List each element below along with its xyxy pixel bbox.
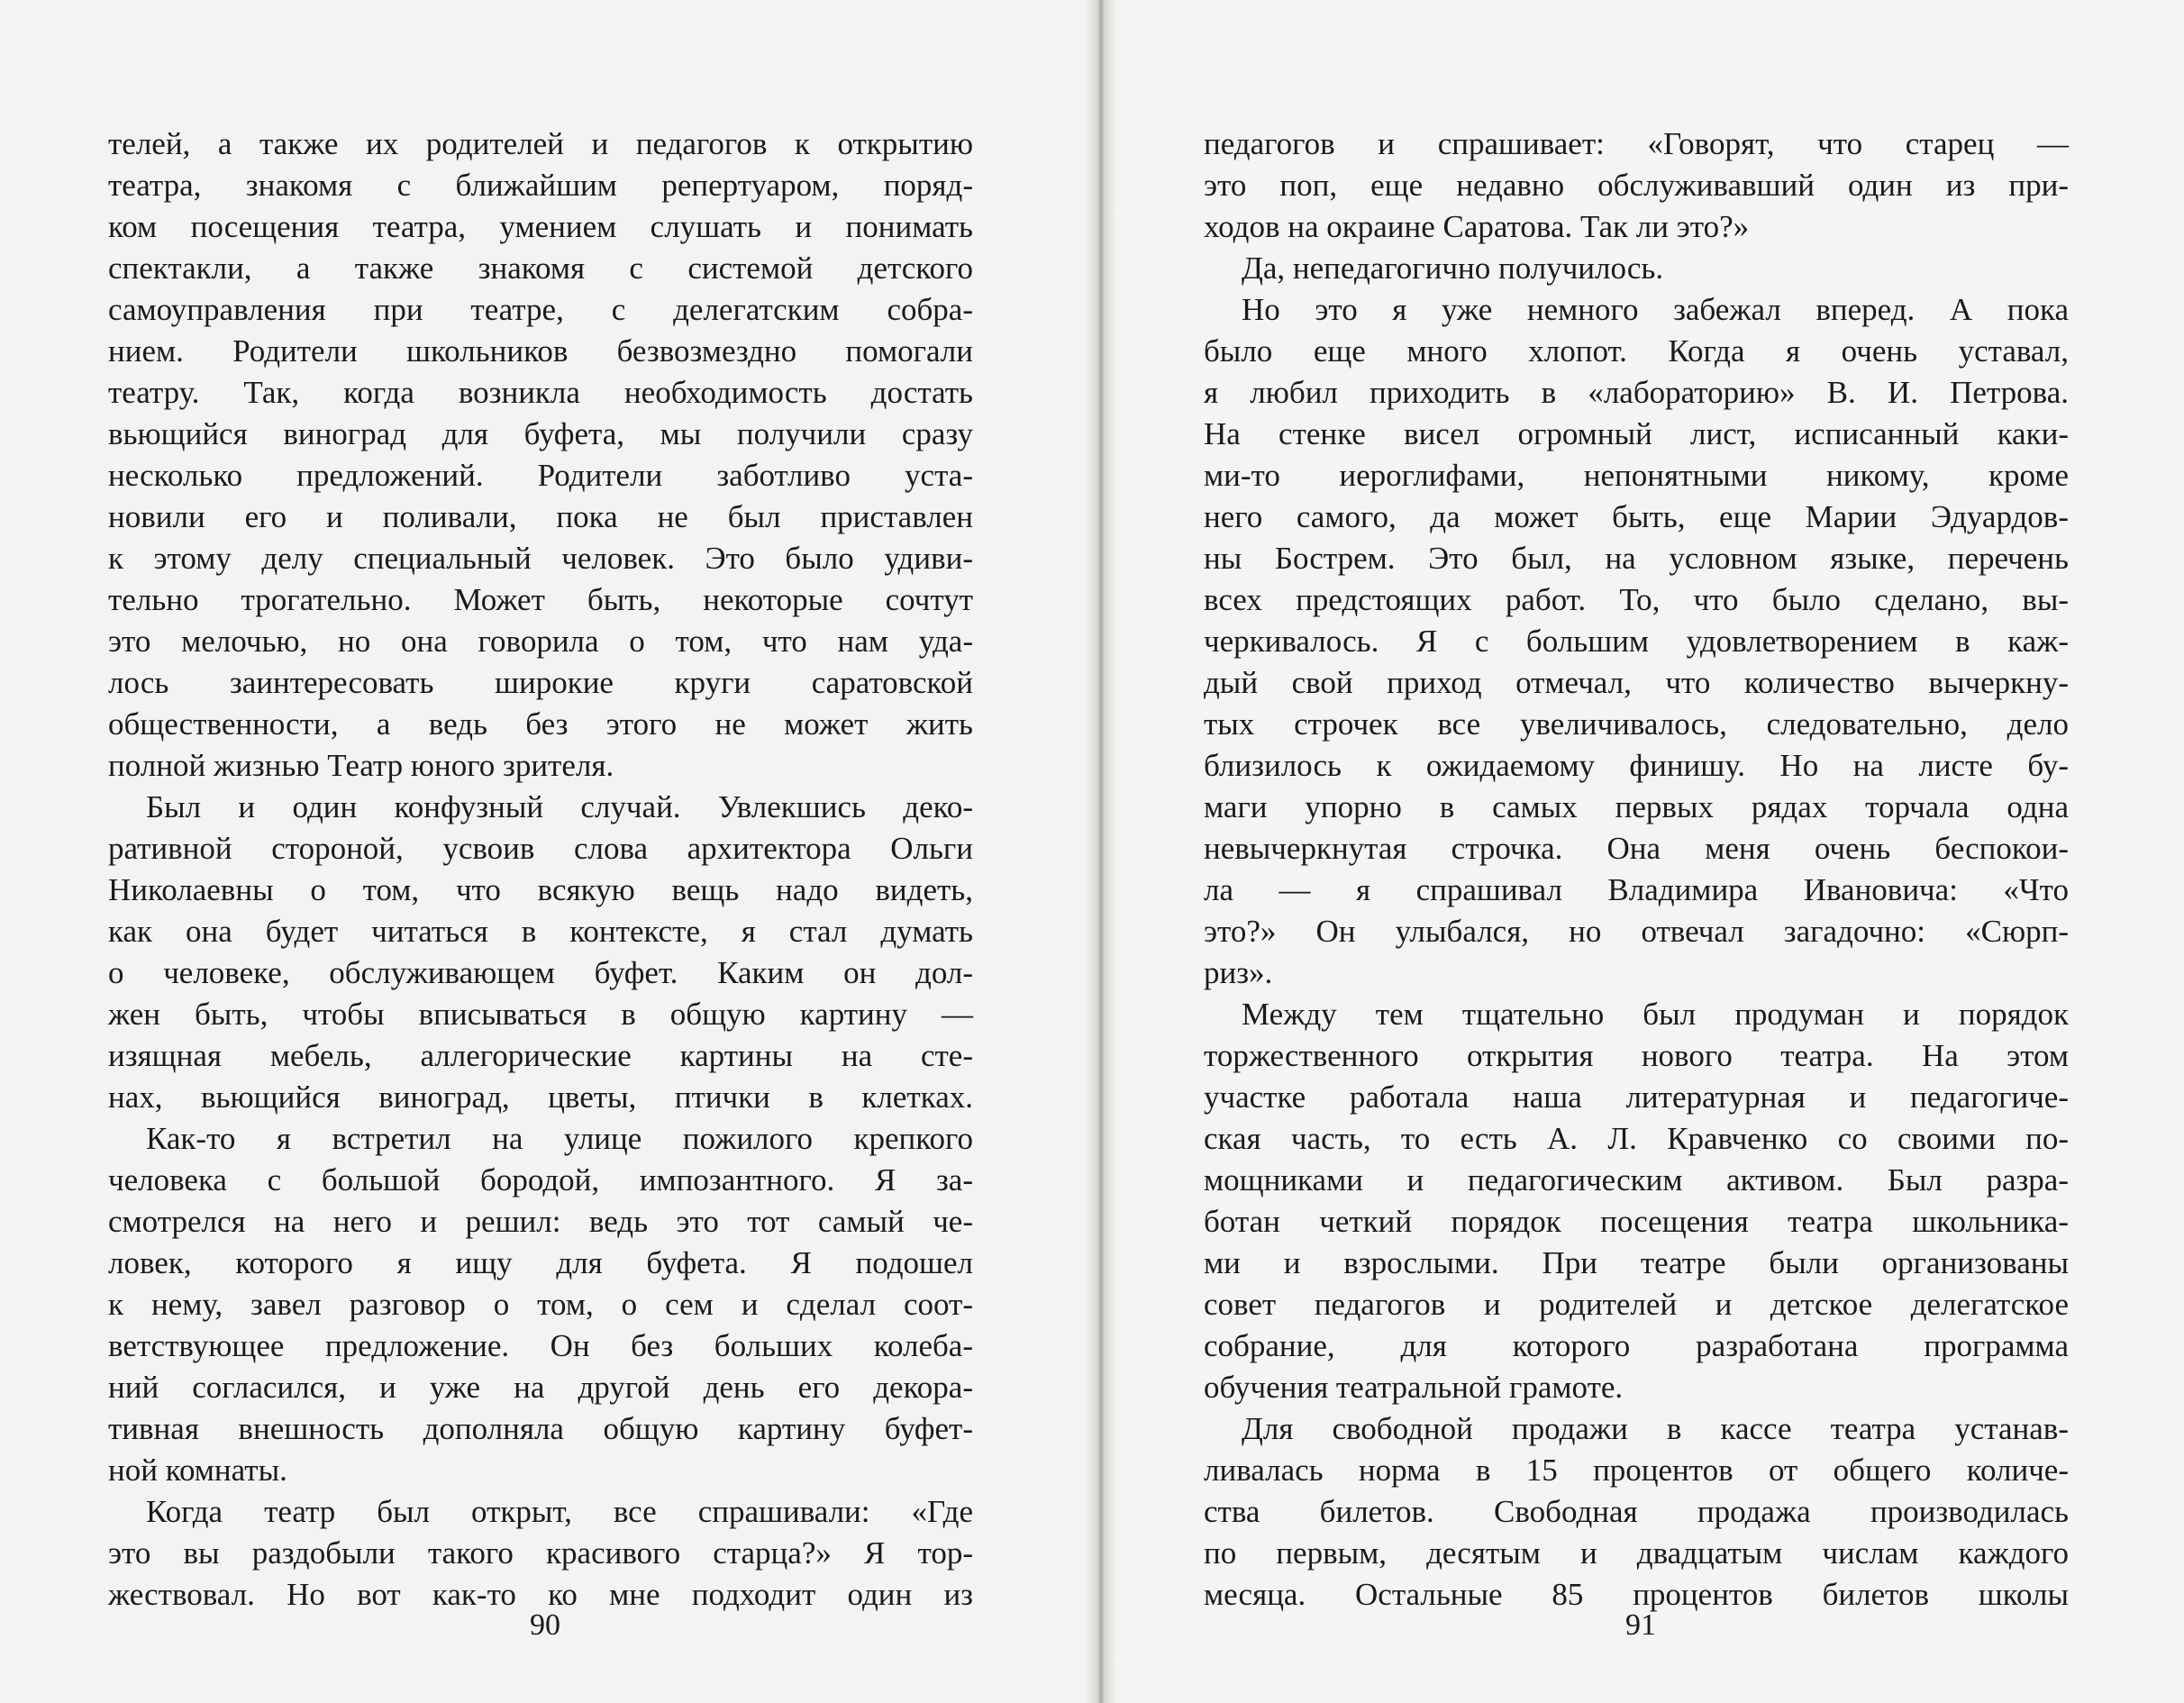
text-line: самоуправления при театре, с делегатским собра- xyxy=(108,292,973,327)
text-line: ловек, которого я ищу для буфета. Я подошел xyxy=(108,1245,973,1280)
text-line: месяца. Остальные 85 процентов билетов школы xyxy=(1204,1577,2069,1612)
text-line: было еще много хлопот. Когда я очень уставал, xyxy=(1204,333,2069,369)
text-line: это поп, еще недавно обслуживавший один из при- xyxy=(1204,168,2069,203)
text-line: ливалась норма в 15 процентов от общего количе- xyxy=(1204,1453,2069,1488)
text-line: новили его и поливали, пока не был приставлен xyxy=(108,499,973,534)
text-line: Да, непедагогично получилось. xyxy=(1242,250,1664,286)
text-line: участке работала наша литературная и педагогиче- xyxy=(1204,1079,2069,1115)
text-line: Николаевны о том, что всякую вещь надо видеть, xyxy=(108,872,973,907)
text-line: тивная внешность дополняла общую картину буфет- xyxy=(108,1411,973,1446)
left-page-text xyxy=(108,123,973,1616)
text-line: невычеркнутая строчка. Она меня очень беспокои- xyxy=(1204,831,2069,866)
text-line: это мелочью, но она говорила о том, что нам уда- xyxy=(108,624,973,659)
text-line: Для свободной продажи в кассе театра устанав- xyxy=(1242,1411,2069,1446)
text-line: маги упорно в самых первых рядах торчала одна xyxy=(1204,789,2069,824)
text-line: театра, знакомя с ближайшим репертуаром, поряд- xyxy=(108,168,973,203)
text-line: Как-то я встретил на улице пожилого крепкого xyxy=(146,1121,973,1156)
page-number-right: 91 xyxy=(1625,1608,1656,1642)
text-line: Между тем тщательно был продуман и порядок xyxy=(1242,997,2069,1032)
text-line: ходов на окраине Саратова. Так ли это?» xyxy=(1204,209,1750,244)
text-line: общественности, а ведь без этого не может жить xyxy=(108,706,973,742)
text-line: ной комнаты. xyxy=(108,1453,287,1488)
text-line: к нему, завел разговор о том, о сем и сделал соот- xyxy=(108,1287,973,1322)
text-line: черкивалось. Я с большим удовлетворением в каж- xyxy=(1204,624,2069,659)
text-line: ком посещения театра, умением слушать и понимать xyxy=(108,209,973,244)
text-line: ветствующее предложение. Он без больших колеба- xyxy=(108,1328,973,1363)
text-line: изящная мебель, аллегорические картины на сте- xyxy=(108,1038,973,1073)
right-page-text xyxy=(1204,123,2069,1616)
text-line: это вы раздобыли такого красивого старца?» Я тор- xyxy=(108,1535,973,1571)
text-line: педагогов и спрашивает: «Говорят, что старец — xyxy=(1204,126,2069,161)
text-line: смотрелся на него и решил: ведь это тот самый че- xyxy=(108,1204,973,1239)
text-line: как она будет читаться в контексте, я стал думать xyxy=(108,914,973,949)
right-page xyxy=(1097,0,2184,1703)
text-line: дый свой приход отмечал, что количество вычеркну- xyxy=(1204,665,2069,700)
text-line: мощниками и педагогическим активом. Был разра- xyxy=(1204,1162,2069,1198)
text-line: полной жизнью Театр юного зрителя. xyxy=(108,748,614,783)
text-line: торжественного открытия нового театра. На этом xyxy=(1204,1038,2069,1073)
text-line: к этому делу специальный человек. Это было удиви- xyxy=(108,541,973,576)
text-line: ративной стороной, усвоив слова архитектора Ольги xyxy=(108,831,973,866)
text-line: лось заинтересовать широкие круги саратовской xyxy=(108,665,973,700)
page-number-left: 90 xyxy=(530,1608,560,1642)
text-line: несколько предложений. Родители заботливо уста- xyxy=(108,458,973,493)
text-line: Когда театр был открыт, все спрашивали: «Где xyxy=(146,1494,973,1529)
text-line: по первым, десятым и двадцатым числам каждого xyxy=(1204,1535,2069,1571)
text-line: Но это я уже немного забежал вперед. А пока xyxy=(1242,292,2069,327)
text-line: вьющийся виноград для буфета, мы получили сразу xyxy=(108,416,973,451)
text-line: риз». xyxy=(1204,955,1273,990)
text-line: нах, вьющийся виноград, цветы, птички в клетках. xyxy=(108,1079,973,1115)
text-line: тых строчек все увеличивалось, следовательно, дело xyxy=(1204,706,2069,742)
text-line: ства билетов. Свободная продажа производилась xyxy=(1204,1494,2069,1529)
text-line: близилось к ожидаемому финишу. Но на листе бу- xyxy=(1204,748,2069,783)
text-line: ботан четкий порядок посещения театра школьника- xyxy=(1204,1204,2069,1239)
text-line: него самого, да может быть, еще Марии Эдуардов- xyxy=(1204,499,2069,534)
text-line: это?» Он улыбался, но отвечал загадочно: «Сюрп- xyxy=(1204,914,2069,949)
text-line: всех предстоящих работ. То, что было сделано, вы- xyxy=(1204,582,2069,617)
text-line: ний согласился, и уже на другой день его декора- xyxy=(108,1370,973,1405)
text-line: человека с большой бородой, импозантного. Я за- xyxy=(108,1162,973,1198)
text-line: ми-то иероглифами, непонятными никому, кроме xyxy=(1204,458,2069,493)
text-line: нием. Родители школьников безвозмездно помогали xyxy=(108,333,973,369)
text-line: ми и взрослыми. При театре были организованы xyxy=(1204,1245,2069,1280)
text-line: театру. Так, когда возникла необходимость достать xyxy=(108,375,973,410)
book-gutter xyxy=(1086,0,1116,1703)
text-line: ла — я спрашивал Владимира Ивановича: «Что xyxy=(1204,872,2069,907)
text-line: На стенке висел огромный лист, исписанный каки- xyxy=(1204,416,2069,451)
text-line: о человеке, обслуживающем буфет. Каким он дол- xyxy=(108,955,973,990)
text-line: совет педагогов и родителей и детское делегатское xyxy=(1204,1287,2069,1322)
text-line: тельно трогательно. Может быть, некоторые сочтут xyxy=(108,582,973,617)
text-line: Был и один конфузный случай. Увлекшись деко- xyxy=(146,789,973,824)
text-line: я любил приходить в «лабораторию» В. И. Петрова. xyxy=(1204,375,2069,410)
text-line: телей, а также их родителей и педагогов к открытию xyxy=(108,126,973,161)
text-line: ская часть, то есть А. Л. Кравченко со своими по- xyxy=(1204,1121,2069,1156)
text-line: обучения театральной грамоте. xyxy=(1204,1370,1624,1405)
text-line: жен быть, чтобы вписываться в общую картину — xyxy=(108,997,973,1032)
text-line: спектакли, а также знакомя с системой детского xyxy=(108,250,973,286)
text-line: жествовал. Но вот как-то ко мне подходит один из xyxy=(108,1577,973,1612)
text-line: собрание, для которого разработана программа xyxy=(1204,1328,2069,1363)
text-line: ны Бострем. Это был, на условном языке, перечень xyxy=(1204,541,2069,576)
